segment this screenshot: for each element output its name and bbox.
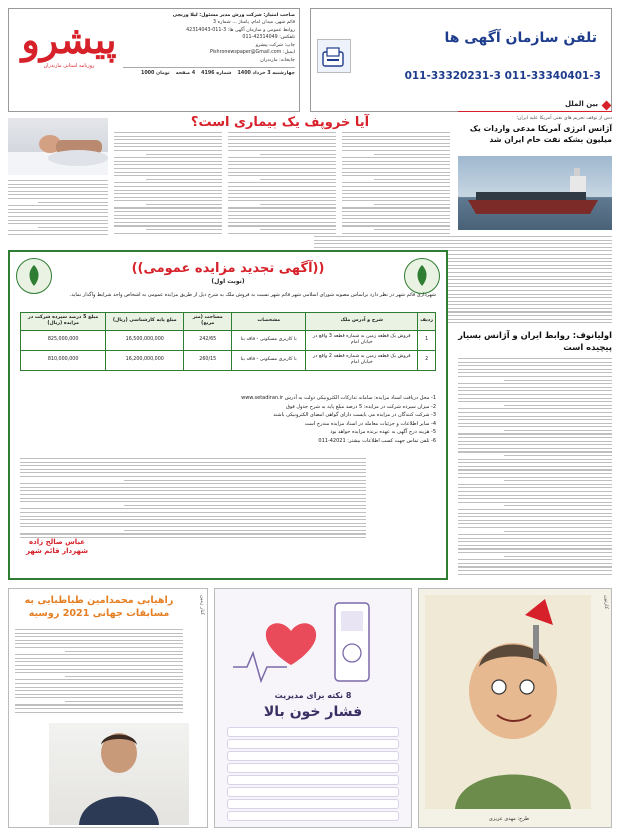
- email: ایمیل: Pishronewspaper@Gmail.com: [209, 50, 295, 56]
- list-item: [227, 763, 399, 773]
- list-item: [227, 787, 399, 797]
- side-story: [458, 330, 612, 580]
- feature-text-col3: [114, 132, 222, 244]
- cell: 16,500,000,000: [106, 330, 184, 350]
- cell: 2: [418, 350, 436, 370]
- ad-phone-box: [310, 8, 612, 112]
- side-story-text: [458, 358, 612, 578]
- tender-note: 2- میزان سپرده شرکت در مزایده: 5 درصد مبلغ پایه به شرح جدول فوق: [285, 403, 436, 410]
- col-price: مبلغ پایه کارشناسی (ریال): [106, 313, 184, 331]
- world-kicker: دس از توقف تحریم های نفتی آمریکا علیه ایران؛: [516, 116, 612, 121]
- table-row: [21, 350, 436, 370]
- tender-title: ((آگهی تجدید مزایده عمومی)): [131, 261, 325, 276]
- cartoon-tag: کارتون: [603, 595, 609, 609]
- tender-table: [20, 312, 436, 371]
- athlete-photo: [49, 723, 189, 825]
- table-row: [21, 330, 436, 350]
- tender-emblem-left: [16, 258, 52, 294]
- cell: 242/65: [184, 330, 232, 350]
- issue-bar: [123, 67, 295, 77]
- section-diamond-icon: [602, 101, 612, 111]
- logo-tagline: روزنامه استانی مازندران: [43, 62, 95, 69]
- sport-headline: راهیابی محمدامین طباطبایی به مسابقات جهانی 2021 روسیه: [24, 595, 174, 619]
- cell: 16,200,000,000: [106, 350, 184, 370]
- col-spec: مشخصات: [232, 313, 306, 331]
- section-label-bar: [458, 100, 612, 112]
- printing-house: چاپخانه: مازندران: [260, 57, 295, 63]
- world-section: [458, 100, 612, 230]
- health-title-main: فشار خون بالا: [263, 704, 363, 720]
- cartoon-box: [418, 588, 612, 828]
- cell: 260/15: [184, 350, 232, 370]
- ads-fax: تلفکس: 42314049-011: [242, 35, 295, 41]
- col-desc: شرح و آدرس ملک: [306, 313, 418, 331]
- tender-note: 6- تلفن تماس جهت کسب اطلاعات بیشتر: 42021-011: [318, 437, 436, 444]
- tender-notes: [20, 394, 436, 445]
- sport-column-label: کنار زمین: [199, 595, 205, 615]
- logo: [15, 17, 123, 105]
- page-count: 4 صفحه: [175, 70, 196, 76]
- tender-note: 4- سایر اطلاعات و جزئیات معامله در اسناد مزایده مندرج است: [304, 420, 436, 427]
- ad-header-numbers: 011-33320231-3 011-33340401-3: [404, 70, 601, 82]
- cartoon-caption: طرح: مهدی عزیزی: [488, 816, 530, 823]
- feature-text-col2: [228, 132, 336, 244]
- side-story-headline: اولیانوف: روابط ایران و آژانس بسیار پیچیده است: [458, 330, 612, 352]
- cell: 810,000,000: [21, 350, 106, 370]
- section-label: بین الملل: [564, 100, 598, 108]
- ad-header-title: تلفن سازمان آگهی ها: [444, 30, 597, 46]
- issue-date: چهارشنبه 3 خرداد 1400: [237, 70, 295, 76]
- print: چاپ: شرکت پیشرو: [255, 42, 295, 48]
- tender-intro: شهرداری قائم شهر در نظر دارد براساس مصوبه شورای اسلامی شهر قائم شهر نسبت به فروش ملک به شرح ذیل از طریق مزایده عمومی به اشخاص واجد شرایط واگذار نماید.: [69, 292, 436, 298]
- tender-round: (نوبت اول): [211, 278, 245, 285]
- cell: فروش یک قطعه زمین به شماره قطعه 2 واقع در خیابان امام: [306, 350, 418, 370]
- cell: 1: [418, 330, 436, 350]
- masthead-info: [123, 12, 295, 108]
- feature-text-col1: [342, 132, 450, 244]
- world-headline: آژانس انرژی آمریکا مدعی واردات یک میلیون بشکه نفت خام ایران شد: [469, 124, 612, 144]
- cell: 825,000,000: [21, 330, 106, 350]
- sport-text: [15, 629, 183, 719]
- tender-note: 3- شرکت کنندگان در مزایده می بایست دارای گواهی امضای الکترونیکی باشند: [273, 412, 436, 418]
- logo-text: پیشرو: [21, 17, 117, 62]
- list-item: [227, 727, 399, 737]
- tender-note: 5- هزینه درج آگهی به عهده برنده مزایده خواهد بود: [330, 429, 436, 435]
- col-deposit: مبلغ 5 درصد سپرده شرکت در مزایده (ریال): [21, 313, 106, 331]
- list-item: [227, 811, 399, 821]
- price: تومان 1000: [140, 70, 170, 76]
- col-area: مساحت (متر مربع): [184, 313, 232, 331]
- tender-note: 1- محل دریافت اسناد مزایده: سامانه تدارکات الکترونیکی دولت به آدرس www.setadiran.ir: [241, 395, 436, 401]
- col-row: ردیف: [418, 313, 436, 331]
- health-infographic: [214, 588, 412, 828]
- list-item: [227, 739, 399, 749]
- masthead: [8, 8, 300, 112]
- feature-headline: آیا خروپف یک بیماری است؟: [190, 115, 370, 130]
- signature-title: شهردار قائم شهر: [26, 547, 88, 556]
- signature-name: عباس صالح زاده: [28, 538, 86, 546]
- cell: با کاربری مسکونی - فاقد بنا: [232, 330, 306, 350]
- license-holder: صاحب امتیاز: شرکت ورش مدیر مسئول: لیلا وریچی: [172, 13, 295, 18]
- tender-ad: [8, 250, 448, 580]
- health-tips-list: [227, 727, 399, 823]
- phone-icon: [317, 39, 351, 73]
- cartoon-drawing: [425, 595, 591, 809]
- list-item: [227, 751, 399, 761]
- list-item: [227, 775, 399, 785]
- tanker-photo: [458, 156, 612, 230]
- health-illustration: [227, 597, 401, 689]
- list-item: [227, 799, 399, 809]
- tender-emblem-right: [404, 258, 440, 294]
- cell: فروش یک قطعه زمین به شماره قطعه 3 واقع در خیابان امام: [306, 330, 418, 350]
- tender-table-header: [21, 313, 436, 331]
- health-title-top: 8 نکته برای مدیریت: [274, 691, 352, 700]
- sport-section: [8, 588, 208, 828]
- ads-contact: روابط عمومی و سازمان آگهی ها: 3-011-42314043: [186, 27, 295, 33]
- tender-signature: [20, 538, 94, 557]
- world-body-col-left: [8, 130, 114, 232]
- issue-number: شماره 4196: [201, 70, 232, 76]
- address: قائم شهر، میدان امام، پاساژ ... شماره 3: [213, 20, 295, 26]
- cell: با کاربری مسکونی - فاقد بنا: [232, 350, 306, 370]
